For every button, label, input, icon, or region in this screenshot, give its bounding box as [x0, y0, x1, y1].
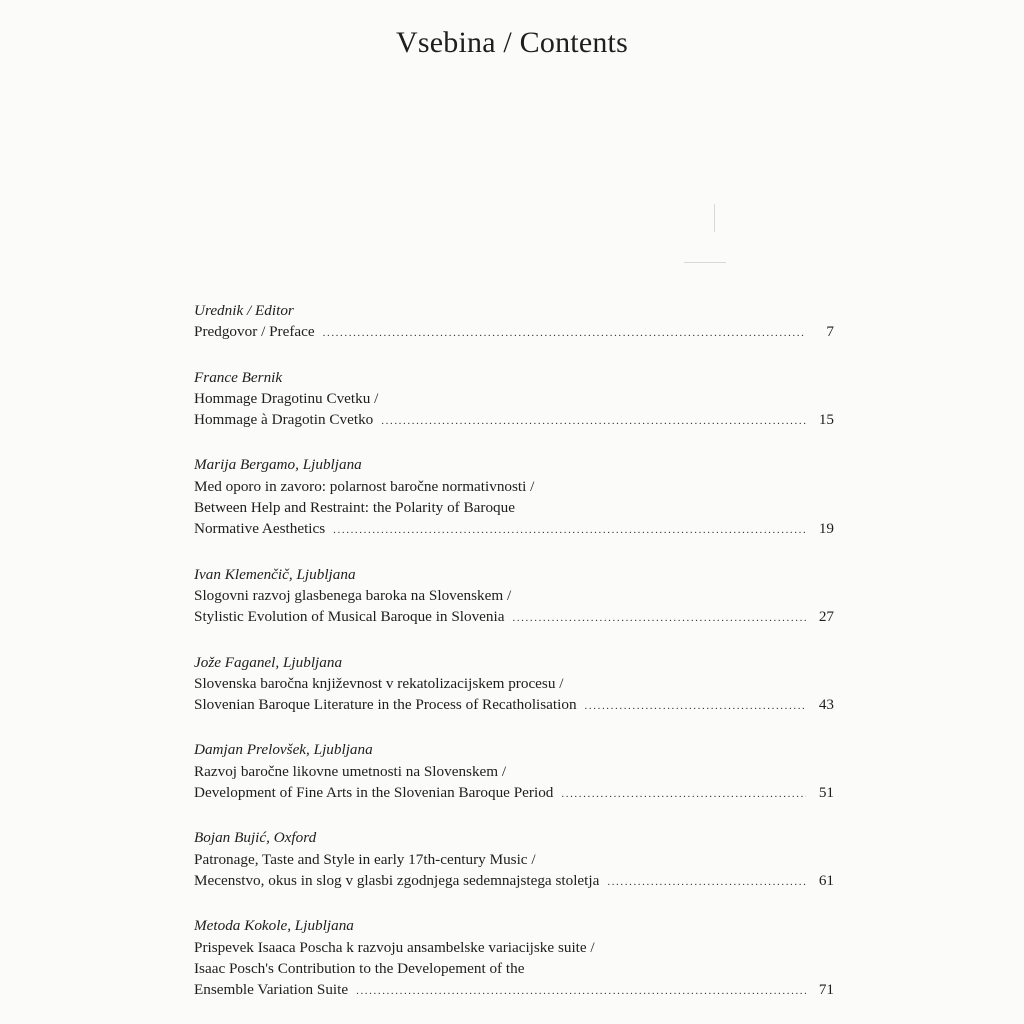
toc-entry	[194, 652, 834, 718]
toc-entry-page-number: 7	[826, 323, 834, 341]
scan-mark	[684, 262, 726, 263]
toc-entry-author: Ivan Klemenčič, Ljubljana	[194, 565, 356, 583]
toc-entry-final-line	[194, 782, 834, 805]
toc-entry-title-line: Slovenian Baroque Literature in the Process of Recatholisation	[194, 696, 577, 714]
toc-entry-title-line: Development of Fine Arts in the Slovenian Baroque Period	[194, 784, 554, 802]
dot-leader	[381, 411, 806, 432]
toc-entry	[194, 300, 834, 345]
toc-entry-title-line: Isaac Posch's Contribution to the Developement of the	[194, 959, 525, 977]
toc-entry-author: France Bernik	[194, 368, 283, 386]
dot-leader	[333, 520, 806, 541]
toc-entry-title-line: Prispevek Isaaca Poscha k razvoju ansambelske variacijske suite /	[194, 938, 595, 956]
toc-entry-final-line	[194, 694, 834, 717]
toc-entry-title-line: Med oporo in zavoro: polarnost baročne normativnosti /	[194, 477, 535, 495]
toc-entry-final-line	[194, 409, 834, 432]
scan-mark	[714, 204, 715, 232]
toc-entry	[194, 454, 834, 541]
toc-entry	[194, 827, 834, 893]
toc-entry-title-line: Hommage Dragotinu Cvetku /	[194, 389, 379, 407]
toc-entry-final-line	[194, 518, 834, 541]
toc-entry-title-line: Hommage à Dragotin Cvetko	[194, 411, 374, 429]
toc-entry	[194, 739, 834, 805]
dot-leader	[323, 323, 806, 344]
toc-entry-page-number: 15	[818, 411, 834, 429]
toc-entry-page-number: 61	[818, 871, 834, 889]
toc-entry-page-number: 19	[818, 520, 834, 538]
toc-entry	[194, 564, 834, 630]
toc-entry-title-line: Patronage, Taste and Style in early 17th-century Music /	[194, 850, 536, 868]
dot-leader	[607, 872, 806, 893]
toc-entry-title-line: Mecenstvo, okus in slog v glasbi zgodnjega sedemnajstega stoletja	[194, 871, 600, 889]
page-title: Vsebina / Contents	[396, 26, 628, 59]
toc-entry-final-line	[194, 979, 834, 1002]
toc-entry-final-line	[194, 321, 834, 344]
toc-entry-title-line: Stylistic Evolution of Musical Baroque in Slovenia	[194, 608, 505, 626]
toc-entry-title-line: Slogovni razvoj glasbenega baroka na Slovenskem /	[194, 586, 512, 604]
toc-entry-title-line: Slovenska baročna književnost v rekatolizacijskem procesu /	[194, 674, 564, 692]
toc-entry-author: Urednik / Editor	[194, 302, 294, 319]
table-of-contents	[194, 300, 834, 1024]
toc-entry-title-line: Razvoj baročne likovne umetnosti na Slovenskem /	[194, 762, 507, 780]
toc-entry	[194, 367, 834, 433]
toc-entry-author: Damjan Prelovšek, Ljubljana	[194, 741, 373, 759]
dot-leader	[512, 608, 806, 629]
toc-entry-final-line	[194, 870, 834, 893]
toc-entry-page-number: 71	[818, 981, 834, 999]
toc-entry-author: Jože Faganel, Ljubljana	[194, 653, 343, 671]
toc-entry-author: Metoda Kokole, Ljubljana	[194, 917, 354, 935]
toc-entry-title-line: Predgovor / Preface	[194, 323, 315, 341]
toc-entry-author: Marija Bergamo, Ljubljana	[194, 456, 362, 474]
toc-entry-page-number: 51	[818, 784, 834, 802]
toc-entry-title-line: Between Help and Restraint: the Polarity of Baroque	[194, 499, 515, 517]
toc-entry-final-line	[194, 606, 834, 629]
toc-entry-title-line: Normative Aesthetics	[194, 520, 326, 538]
dot-leader	[561, 784, 806, 805]
toc-entry-author: Bojan Bujić, Oxford	[194, 829, 317, 847]
toc-entry-title-line: Ensemble Variation Suite	[194, 981, 349, 999]
dot-leader	[356, 981, 806, 1002]
toc-entry-page-number: 43	[818, 696, 834, 714]
dot-leader	[585, 696, 806, 717]
toc-entry	[194, 915, 834, 1002]
toc-entry-page-number: 27	[818, 608, 834, 626]
